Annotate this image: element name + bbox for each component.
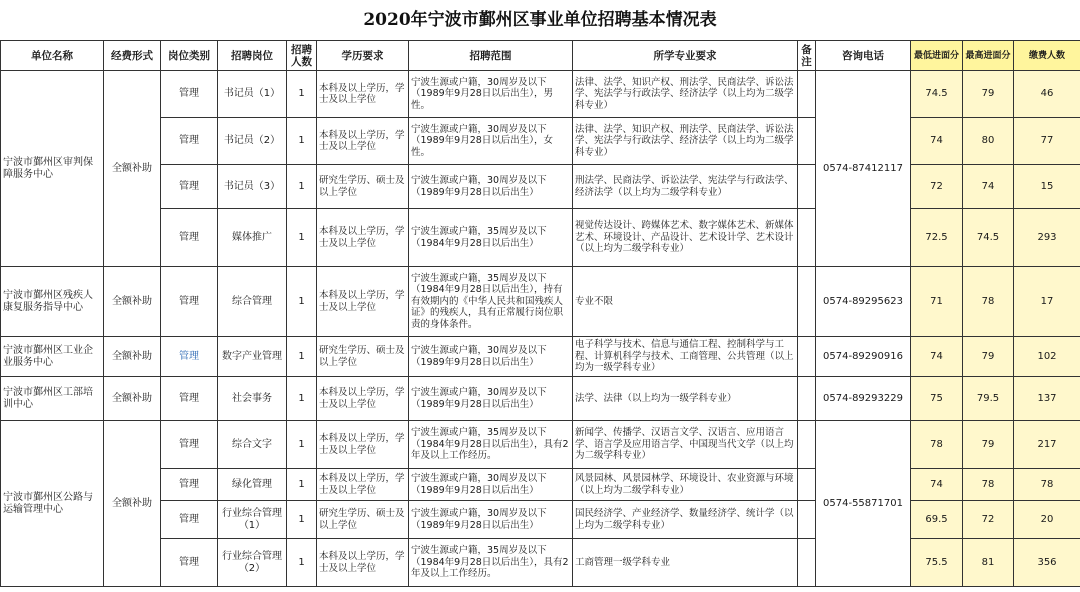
applicants-cell: 46 — [1014, 71, 1080, 118]
max-score-cell: 79 — [963, 71, 1014, 118]
max-score-cell: 78 — [963, 267, 1014, 337]
header-major: 所学专业要求 — [573, 41, 798, 71]
count-cell: 1 — [287, 118, 317, 165]
count-cell: 1 — [287, 421, 317, 469]
min-score-cell: 71 — [911, 267, 963, 337]
note-cell — [798, 501, 816, 539]
applicants-cell: 78 — [1014, 469, 1080, 501]
education-cell: 研究生学历、硕士及以上学位 — [317, 165, 409, 209]
min-score-cell: 74 — [911, 118, 963, 165]
phone-cell: 0574-89293229 — [816, 377, 911, 421]
position-cell: 书记员（3） — [218, 165, 287, 209]
major-cell: 新闻学、传播学、汉语言文学、汉语言、应用语言学、语言学及应用语言学、中国现当代文学（以上均为二级学科专业） — [573, 421, 798, 469]
scope-cell: 宁波生源或户籍，35周岁及以下（1984年9月28日以后出生），持有有效期内的《中华人民共和国残疾人证》的残疾人，具有正常履行岗位职责的身体条件。 — [409, 267, 573, 337]
note-cell — [798, 377, 816, 421]
header-unit: 单位名称 — [1, 41, 104, 71]
category-cell: 管理 — [161, 501, 218, 539]
scope-cell: 宁波生源或户籍，30周岁及以下（1989年9月28日以后出生） — [409, 337, 573, 377]
unit-cell: 宁波市鄞州区工业企业服务中心 — [1, 337, 104, 377]
note-cell — [798, 71, 816, 118]
unit-cell: 宁波市鄞州区工部培训中心 — [1, 377, 104, 421]
count-cell: 1 — [287, 501, 317, 539]
count-cell: 1 — [287, 267, 317, 337]
major-cell: 国民经济学、产业经济学、数量经济学、统计学（以上均为二级学科专业） — [573, 501, 798, 539]
major-cell: 法学、法律（以上均为一级学科专业） — [573, 377, 798, 421]
max-score-cell: 79.5 — [963, 377, 1014, 421]
min-score-cell: 75.5 — [911, 539, 963, 587]
position-cell: 行业综合管理（2） — [218, 539, 287, 587]
category-cell: 管理 — [161, 377, 218, 421]
note-cell — [798, 421, 816, 469]
major-cell: 风景园林、风景园林学、环境设计、农业资源与环境（以上均为二级学科专业） — [573, 469, 798, 501]
count-cell: 1 — [287, 469, 317, 501]
note-cell — [798, 165, 816, 209]
header-applicants: 缴费人数 — [1014, 41, 1080, 71]
recruitment-table — [0, 40, 1080, 587]
applicants-cell: 15 — [1014, 165, 1080, 209]
category-cell: 管理 — [161, 165, 218, 209]
major-cell: 法律、法学、知识产权、刑法学、民商法学、诉讼法学、宪法学与行政法学、经济法学（以上均为二级学科专业） — [573, 118, 798, 165]
max-score-cell: 79 — [963, 421, 1014, 469]
table-row — [1, 337, 1080, 377]
header-position: 招聘岗位 — [218, 41, 287, 71]
count-cell: 1 — [287, 337, 317, 377]
unit-cell: 宁波市鄞州区残疾人康复服务指导中心 — [1, 267, 104, 337]
unit-cell: 宁波市鄞州区审判保障服务中心 — [1, 71, 104, 267]
education-cell: 本科及以上学历，学士及以上学位 — [317, 209, 409, 267]
major-cell: 视觉传达设计、跨媒体艺术、数字媒体艺术、新媒体艺术、环境设计、产品设计、艺术设计学、艺术设计（以上均为二级学科专业） — [573, 209, 798, 267]
applicants-cell: 77 — [1014, 118, 1080, 165]
funding-cell: 全额补助 — [104, 421, 161, 587]
table-row — [1, 165, 1080, 209]
phone-cell: 0574-55871701 — [816, 421, 911, 587]
education-cell: 研究生学历、硕士及以上学位 — [317, 501, 409, 539]
header-row — [1, 41, 1080, 71]
education-cell: 研究生学历、硕士及以上学位 — [317, 337, 409, 377]
count-cell: 1 — [287, 165, 317, 209]
table-row — [1, 209, 1080, 267]
table-row — [1, 501, 1080, 539]
category-cell: 管理 — [161, 209, 218, 267]
education-cell: 本科及以上学历，学士及以上学位 — [317, 377, 409, 421]
header-note: 备注 — [798, 41, 816, 71]
table-row — [1, 118, 1080, 165]
count-cell: 1 — [287, 377, 317, 421]
phone-cell: 0574-89290916 — [816, 337, 911, 377]
note-cell — [798, 118, 816, 165]
count-cell: 1 — [287, 209, 317, 267]
category-cell: 管理 — [161, 267, 218, 337]
scope-cell: 宁波生源或户籍，30周岁及以下（1989年9月28日以后出生），女性。 — [409, 118, 573, 165]
header-category: 岗位类别 — [161, 41, 218, 71]
count-cell: 1 — [287, 539, 317, 587]
min-score-cell: 75 — [911, 377, 963, 421]
funding-cell: 全额补助 — [104, 337, 161, 377]
table-row — [1, 421, 1080, 469]
min-score-cell: 74 — [911, 469, 963, 501]
position-cell: 社会事务 — [218, 377, 287, 421]
min-score-cell: 72.5 — [911, 209, 963, 267]
scope-cell: 宁波生源或户籍，35周岁及以下（1984年9月28日以后出生） — [409, 209, 573, 267]
education-cell: 本科及以上学历，学士及以上学位 — [317, 539, 409, 587]
funding-cell: 全额补助 — [104, 71, 161, 267]
phone-cell: 0574-89295623 — [816, 267, 911, 337]
max-score-cell: 74 — [963, 165, 1014, 209]
scope-cell: 宁波生源或户籍，35周岁及以下（1984年9月28日以后出生），具有2年及以上工作经历。 — [409, 539, 573, 587]
major-cell: 专业不限 — [573, 267, 798, 337]
position-cell: 综合管理 — [218, 267, 287, 337]
header-count: 招聘人数 — [287, 41, 317, 71]
max-score-cell: 74.5 — [963, 209, 1014, 267]
funding-cell: 全额补助 — [104, 377, 161, 421]
category-cell: 管理 — [161, 469, 218, 501]
position-cell: 行业综合管理（1） — [218, 501, 287, 539]
major-cell: 电子科学与技术、信息与通信工程、控制科学与工程、计算机科学与技术、工商管理、公共管理（以上均为一级学科专业） — [573, 337, 798, 377]
major-cell: 工商管理一级学科专业 — [573, 539, 798, 587]
note-cell — [798, 469, 816, 501]
category-cell: 管理 — [161, 71, 218, 118]
min-score-cell: 74.5 — [911, 71, 963, 118]
education-cell: 本科及以上学历，学士及以上学位 — [317, 71, 409, 118]
category-cell: 管理 — [161, 118, 218, 165]
min-score-cell: 74 — [911, 337, 963, 377]
position-cell: 书记员（2） — [218, 118, 287, 165]
category-cell: 管理 — [161, 337, 218, 377]
scope-cell: 宁波生源或户籍，30周岁及以下（1989年9月28日以后出生） — [409, 165, 573, 209]
education-cell: 本科及以上学历，学士及以上学位 — [317, 267, 409, 337]
note-cell — [798, 209, 816, 267]
header-phone: 咨询电话 — [816, 41, 911, 71]
category-cell: 管理 — [161, 421, 218, 469]
header-min-score: 最低进面分 — [911, 41, 963, 71]
position-cell: 数字产业管理 — [218, 337, 287, 377]
phone-cell: 0574-87412117 — [816, 71, 911, 267]
header-funding: 经费形式 — [104, 41, 161, 71]
table-row — [1, 469, 1080, 501]
scope-cell: 宁波生源或户籍，35周岁及以下（1984年9月28日以后出生），具有2年及以上工作经历。 — [409, 421, 573, 469]
major-cell: 法律、法学、知识产权、刑法学、民商法学、诉讼法学、宪法学与行政法学、经济法学（以上均为二级学科专业） — [573, 71, 798, 118]
category-cell: 管理 — [161, 539, 218, 587]
table-row — [1, 377, 1080, 421]
min-score-cell: 72 — [911, 165, 963, 209]
position-cell: 绿化管理 — [218, 469, 287, 501]
min-score-cell: 69.5 — [911, 501, 963, 539]
note-cell — [798, 539, 816, 587]
header-scope: 招聘范围 — [409, 41, 573, 71]
scope-cell: 宁波生源或户籍，30周岁及以下（1989年9月28日以后出生），男性。 — [409, 71, 573, 118]
max-score-cell: 79 — [963, 337, 1014, 377]
applicants-cell: 217 — [1014, 421, 1080, 469]
max-score-cell: 78 — [963, 469, 1014, 501]
table-row — [1, 71, 1080, 118]
applicants-cell: 137 — [1014, 377, 1080, 421]
min-score-cell: 78 — [911, 421, 963, 469]
scope-cell: 宁波生源或户籍，30周岁及以下（1989年9月28日以后出生） — [409, 469, 573, 501]
applicants-cell: 20 — [1014, 501, 1080, 539]
position-cell: 媒体推广 — [218, 209, 287, 267]
header-max-score: 最高进面分 — [963, 41, 1014, 71]
note-cell — [798, 267, 816, 337]
max-score-cell: 72 — [963, 501, 1014, 539]
funding-cell: 全额补助 — [104, 267, 161, 337]
education-cell: 本科及以上学历，学士及以上学位 — [317, 469, 409, 501]
scope-cell: 宁波生源或户籍，30周岁及以下（1989年9月28日以后出生） — [409, 501, 573, 539]
applicants-cell: 17 — [1014, 267, 1080, 337]
note-cell — [798, 337, 816, 377]
education-cell: 本科及以上学历，学士及以上学位 — [317, 118, 409, 165]
table-row — [1, 539, 1080, 587]
position-cell: 综合文字 — [218, 421, 287, 469]
unit-cell: 宁波市鄞州区公路与运输管理中心 — [1, 421, 104, 587]
page-title: 2020年宁波市鄞州区事业单位招聘基本情况表 — [363, 10, 717, 30]
max-score-cell: 81 — [963, 539, 1014, 587]
applicants-cell: 102 — [1014, 337, 1080, 377]
position-cell: 书记员（1） — [218, 71, 287, 118]
major-cell: 刑法学、民商法学、诉讼法学、宪法学与行政法学、经济法学（以上均为二级学科专业） — [573, 165, 798, 209]
applicants-cell: 356 — [1014, 539, 1080, 587]
table-row — [1, 267, 1080, 337]
applicants-cell: 293 — [1014, 209, 1080, 267]
education-cell: 本科及以上学历，学士及以上学位 — [317, 421, 409, 469]
max-score-cell: 80 — [963, 118, 1014, 165]
count-cell: 1 — [287, 71, 317, 118]
header-education: 学历要求 — [317, 41, 409, 71]
scope-cell: 宁波生源或户籍，30周岁及以下（1989年9月28日以后出生） — [409, 377, 573, 421]
